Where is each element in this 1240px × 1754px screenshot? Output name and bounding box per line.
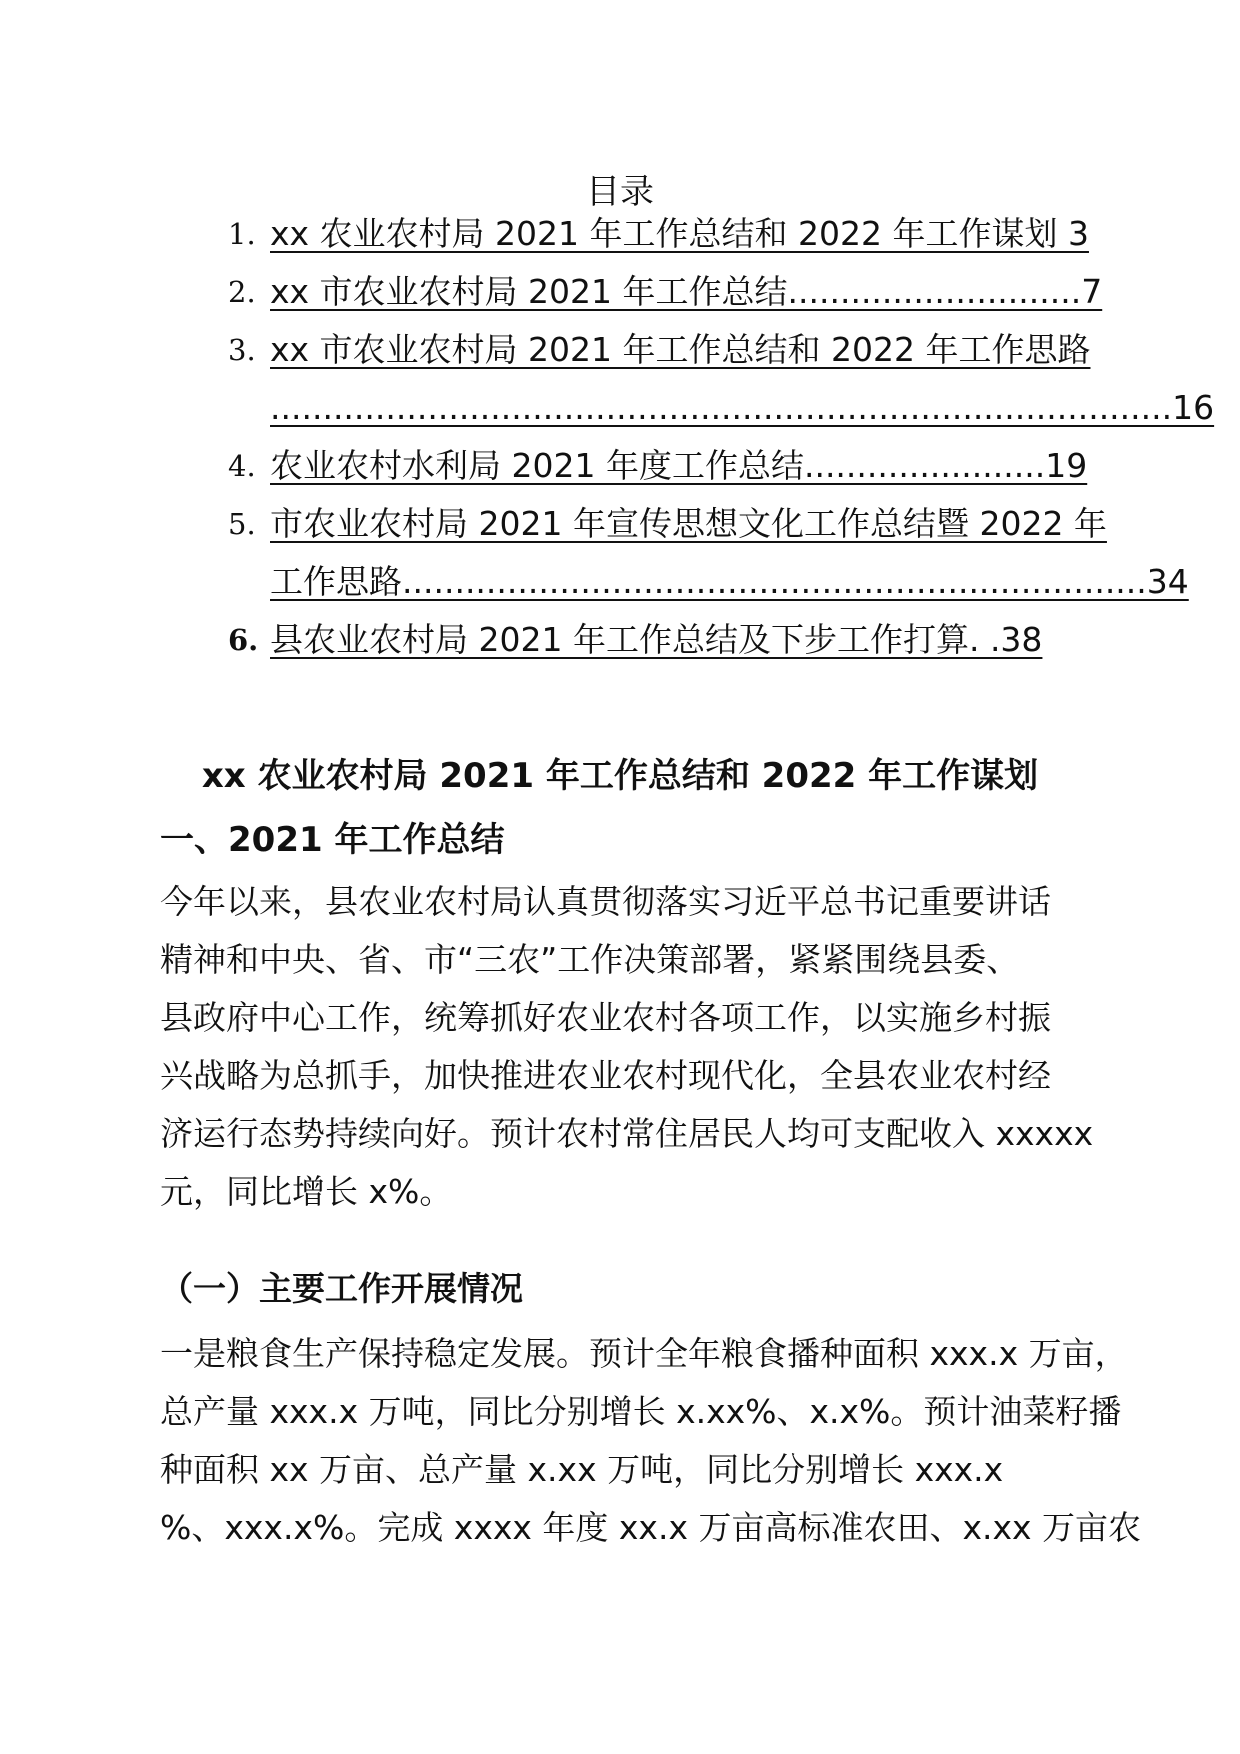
paragraph-line: 种面积 xx 万亩、总产量 x.xx 万吨，同比分别增长 xxx.x: [160, 1450, 1004, 1489]
toc-item-number: 5.: [228, 507, 256, 541]
paragraph-line: %、xxx.x%。完成 xxxx 年度 xx.x 万亩高标准农田、x.xx 万亩农: [160, 1508, 1142, 1547]
paragraph-line: 一是粮食生产保持稳定发展。预计全年粮食播种面积 xxx.x 万亩，: [160, 1334, 1128, 1373]
paragraph-line: 兴战略为总抓手，加快推进农业农村现代化，全县农业农村经: [160, 1056, 1051, 1095]
paragraph-line: 元，同比增长 x%。: [160, 1172, 453, 1211]
paragraph-line: 今年以来，县农业农村局认真贯彻落实习近平总书记重要讲话: [160, 882, 1051, 921]
paragraph-line: 济运行态势持续向好。预计农村常住居民人均可支配收入 xxxxx: [160, 1114, 1094, 1153]
toc-item-link[interactable]: 县农业农村局 2021 年工作总结及下步工作打算. .38: [270, 620, 1043, 659]
toc-item-continuation[interactable]: ......................................................................................16: [270, 388, 1215, 427]
toc-item-link[interactable]: xx 市农业农村局 2021 年工作总结和 2022 年工作思路: [270, 330, 1091, 369]
paragraph-line: 精神和中央、省、市“三农”工作决策部署，紧紧围绕县委、: [160, 940, 1020, 979]
paragraph-line: 总产量 xxx.x 万吨，同比分别增长 x.xx%、x.x%。预计油菜籽播: [160, 1392, 1122, 1431]
document-title: xx 农业农村局 2021 年工作总结和 2022 年工作谋划: [201, 756, 1039, 796]
toc-item-number: 4.: [228, 449, 256, 483]
toc-item-number: 6.: [228, 623, 259, 657]
subsection-heading: （一）主要工作开展情况: [160, 1269, 523, 1308]
toc-item-link[interactable]: 市农业农村局 2021 年宣传思想文化工作总结暨 2022 年: [270, 504, 1107, 543]
toc-item-number: 2.: [228, 275, 256, 309]
toc-item-link[interactable]: xx 农业农村局 2021 年工作总结和 2022 年工作谋划 3: [270, 214, 1089, 253]
paragraph-line: 县政府中心工作，统筹抓好农业农村各项工作，以实施乡村振: [160, 998, 1051, 1037]
toc-item-link[interactable]: 农业农村水利局 2021 年度工作总结.......................19: [270, 446, 1088, 485]
toc-item-number: 1.: [228, 217, 256, 251]
toc-item-link[interactable]: xx 市农业农村局 2021 年工作总结............................7: [270, 272, 1103, 311]
toc-item-continuation[interactable]: 工作思路.......................................................................34: [270, 562, 1189, 601]
section-heading: 一、2021 年工作总结: [160, 820, 505, 860]
toc-title: 目录: [586, 172, 654, 212]
toc-item-number: 3.: [228, 333, 256, 367]
